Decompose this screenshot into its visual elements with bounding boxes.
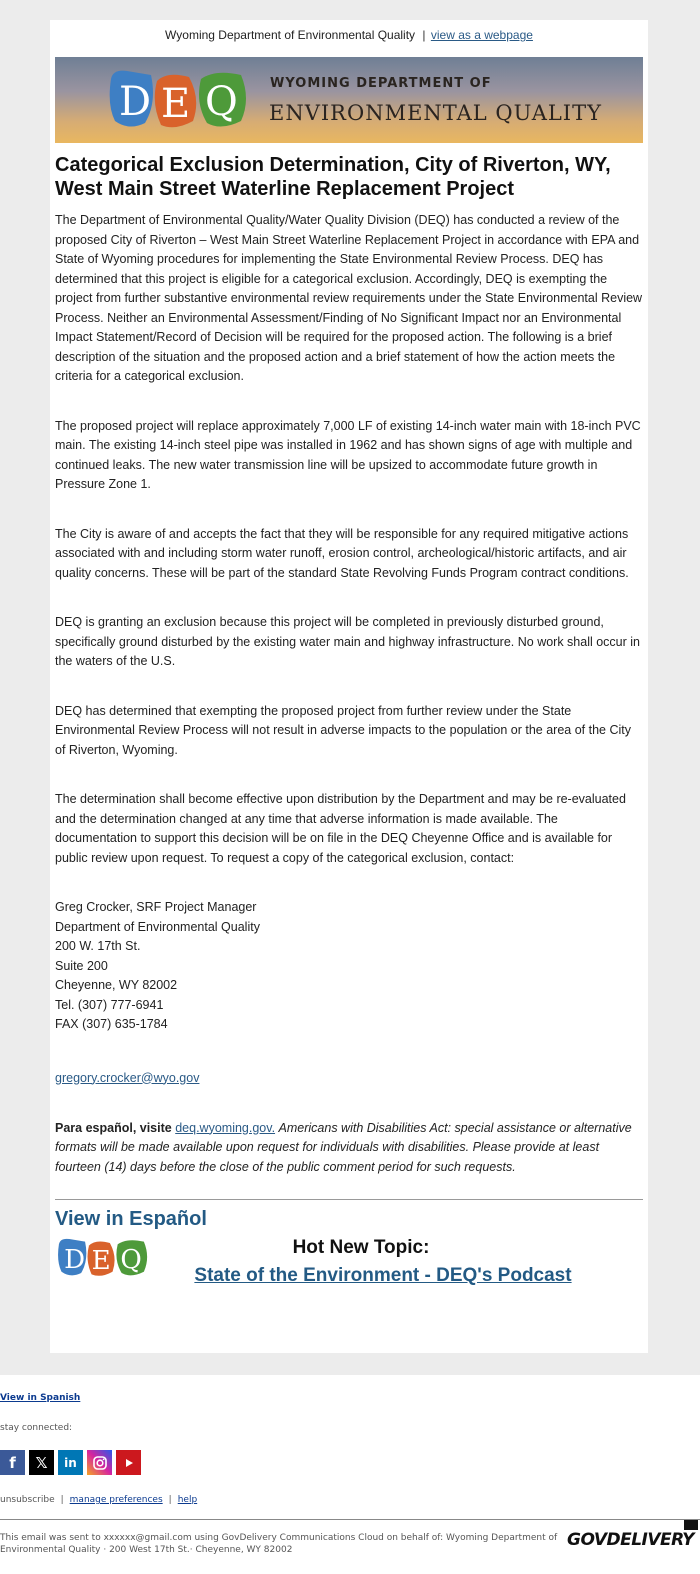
- deq-logo-icon: [105, 65, 255, 135]
- contact-street: 200 W. 17th St.: [55, 939, 141, 953]
- manage-preferences-link[interactable]: manage preferences: [69, 1495, 163, 1505]
- view-as-webpage-link[interactable]: view as a webpage: [430, 28, 533, 42]
- stay-connected-label: stay connected:: [0, 1423, 73, 1433]
- deq-banner: [55, 57, 643, 143]
- logo-letter-d: D: [119, 79, 152, 125]
- divider: [55, 1199, 643, 1200]
- facebook-icon[interactable]: f: [0, 1450, 25, 1475]
- x-icon[interactable]: 𝕏: [29, 1450, 54, 1475]
- footer: [0, 1375, 700, 1560]
- logo-letter-e: E: [161, 81, 191, 127]
- ada-notice: Americans with Disabilities Act: special assistance or alternative formats will be made available upon request for individuals with disabilities. Please provide at least fourteen (14) days before the close of the public comment period for such requests.: [55, 1120, 632, 1174]
- footer-bottom: [0, 1520, 700, 1560]
- banner-line1: WYOMING DEPARTMENT OF: [270, 76, 492, 91]
- paragraph: The proposed project will replace approximately 7,000 LF of existing 14-inch water main with 18-inch PVC main. The existing 14-inch steel pipe was installed in 1962 and has shown signs of age with multiple and continued leaks. The new water transmission line will be upsized to accommodate future growth in Pressure Zone 1.: [55, 418, 641, 491]
- contact-city: Cheyenne, WY 82002: [55, 978, 178, 992]
- deq-small-logo-icon[interactable]: [55, 1235, 153, 1281]
- contact-fax: FAX (307) 635-1784: [55, 1017, 168, 1031]
- youtube-icon[interactable]: [116, 1450, 141, 1475]
- footer-links: unsubscribe | manage preferences | help: [0, 1495, 198, 1505]
- article-title: Categorical Exclusion Determination, City of Riverton, WY, West Main Street Waterline Replacement Project: [55, 154, 611, 200]
- paragraph: DEQ is granting an exclusion because this project will be completed in previously disturbed ground, specifically ground disturbed by the existing water main and highway infrastructure. No work shall occur in the waters of the U.S.: [55, 615, 641, 668]
- small-logo-letter-q: Q: [120, 1244, 142, 1275]
- contact-dept: Department of Environmental Quality: [55, 919, 260, 934]
- contact-suite: Suite 200: [55, 958, 108, 973]
- small-logo-letter-e: E: [91, 1246, 111, 1277]
- hot-topic-row: [55, 1237, 643, 1291]
- email-card: [50, 20, 648, 1353]
- preheader: [55, 28, 643, 50]
- govdelivery-logo[interactable]: GOVDELIVERY: [567, 1530, 694, 1550]
- contact-tel: Tel. (307) 777-6941: [55, 997, 164, 1012]
- spanish-ada-notice: [55, 1119, 643, 1178]
- banner-line2: ENVIRONMENTAL QUALITY: [269, 101, 602, 125]
- paragraph: The determination shall become effective upon distribution by the Department and may be re-evaluated and the determination changed at any time that adverse information is made available. The documentation to support this decision will be on file in the DEQ Cheyenne Office and is available for public review upon request. To request a copy of the categorical exclusion, contact:: [55, 792, 626, 865]
- help-link[interactable]: help: [177, 1495, 198, 1505]
- contact-email-link[interactable]: gregory.crocker@wyo.gov: [55, 1070, 200, 1085]
- spanish-lead: Para español, visite: [55, 1120, 172, 1135]
- podcast-link[interactable]: State of the Environment - DEQ's Podcast: [194, 1265, 572, 1286]
- contact-name: Greg Crocker, SRF Project Manager: [55, 900, 257, 914]
- small-logo-letter-d: D: [64, 1244, 86, 1275]
- sent-notice: This email was sent to xxxxxx@gmail.com using GovDelivery Communications Cloud on behalf of: Wyoming Department of Environmental Quality · 200 West 17th St.· Cheyenne, WY 82002: [0, 1533, 558, 1555]
- envelope-icon: [684, 1520, 698, 1530]
- view-in-spanish-link[interactable]: View in Spanish: [0, 1393, 81, 1403]
- hot-topic-title: Hot New Topic:: [292, 1237, 430, 1258]
- social-icons: [0, 1450, 700, 1475]
- linkedin-icon[interactable]: in: [58, 1450, 83, 1475]
- paragraph: DEQ has determined that exempting the proposed project from further review under the State Environmental Review Process will not result in adverse impacts to the population or the area of the City of Riverton, Wyoming.: [55, 703, 631, 757]
- view-in-espanol-heading[interactable]: View in Español: [55, 1208, 207, 1230]
- preheader-separator: |: [422, 28, 426, 42]
- deq-website-link[interactable]: deq.wyoming.gov.: [175, 1120, 276, 1135]
- logo-letter-q: Q: [205, 79, 238, 125]
- preheader-org: Wyoming Department of Environmental Quality: [165, 28, 416, 42]
- article-body: [55, 211, 643, 868]
- paragraph: The Department of Environmental Quality/Water Quality Division (DEQ) has conducted a review of the proposed City of Riverton – West Main Street Waterline Replacement Project in accordance with EPA and State of Wyoming procedures for implementing the State Environmental Review Process. DEQ has determined that this project is eligible for a categorical exclusion. Accordingly, DEQ is exempting the project from further substantive environmental review requirements under the State Environmental Review Process. Neither an Environmental Assessment/Finding of No Significant Impact nor an Environmental Impact Statement/Record of Decision will be required for the proposed action. The following is a brief description of the situation and the proposed action and a brief statement of how the action meets the criteria for a categorical exclusion.: [55, 213, 643, 383]
- contact-address: [55, 898, 643, 1035]
- paragraph: The City is aware of and accepts the fact that they will be responsible for any required mitigative actions associated with and including storm water runoff, erosion control, archeological/historic artifacts, and air quality concerns. These will be part of the standard State Revolving Funds Program contract conditions.: [55, 526, 629, 580]
- unsubscribe-text[interactable]: unsubscribe: [0, 1495, 55, 1505]
- instagram-icon[interactable]: [87, 1450, 112, 1475]
